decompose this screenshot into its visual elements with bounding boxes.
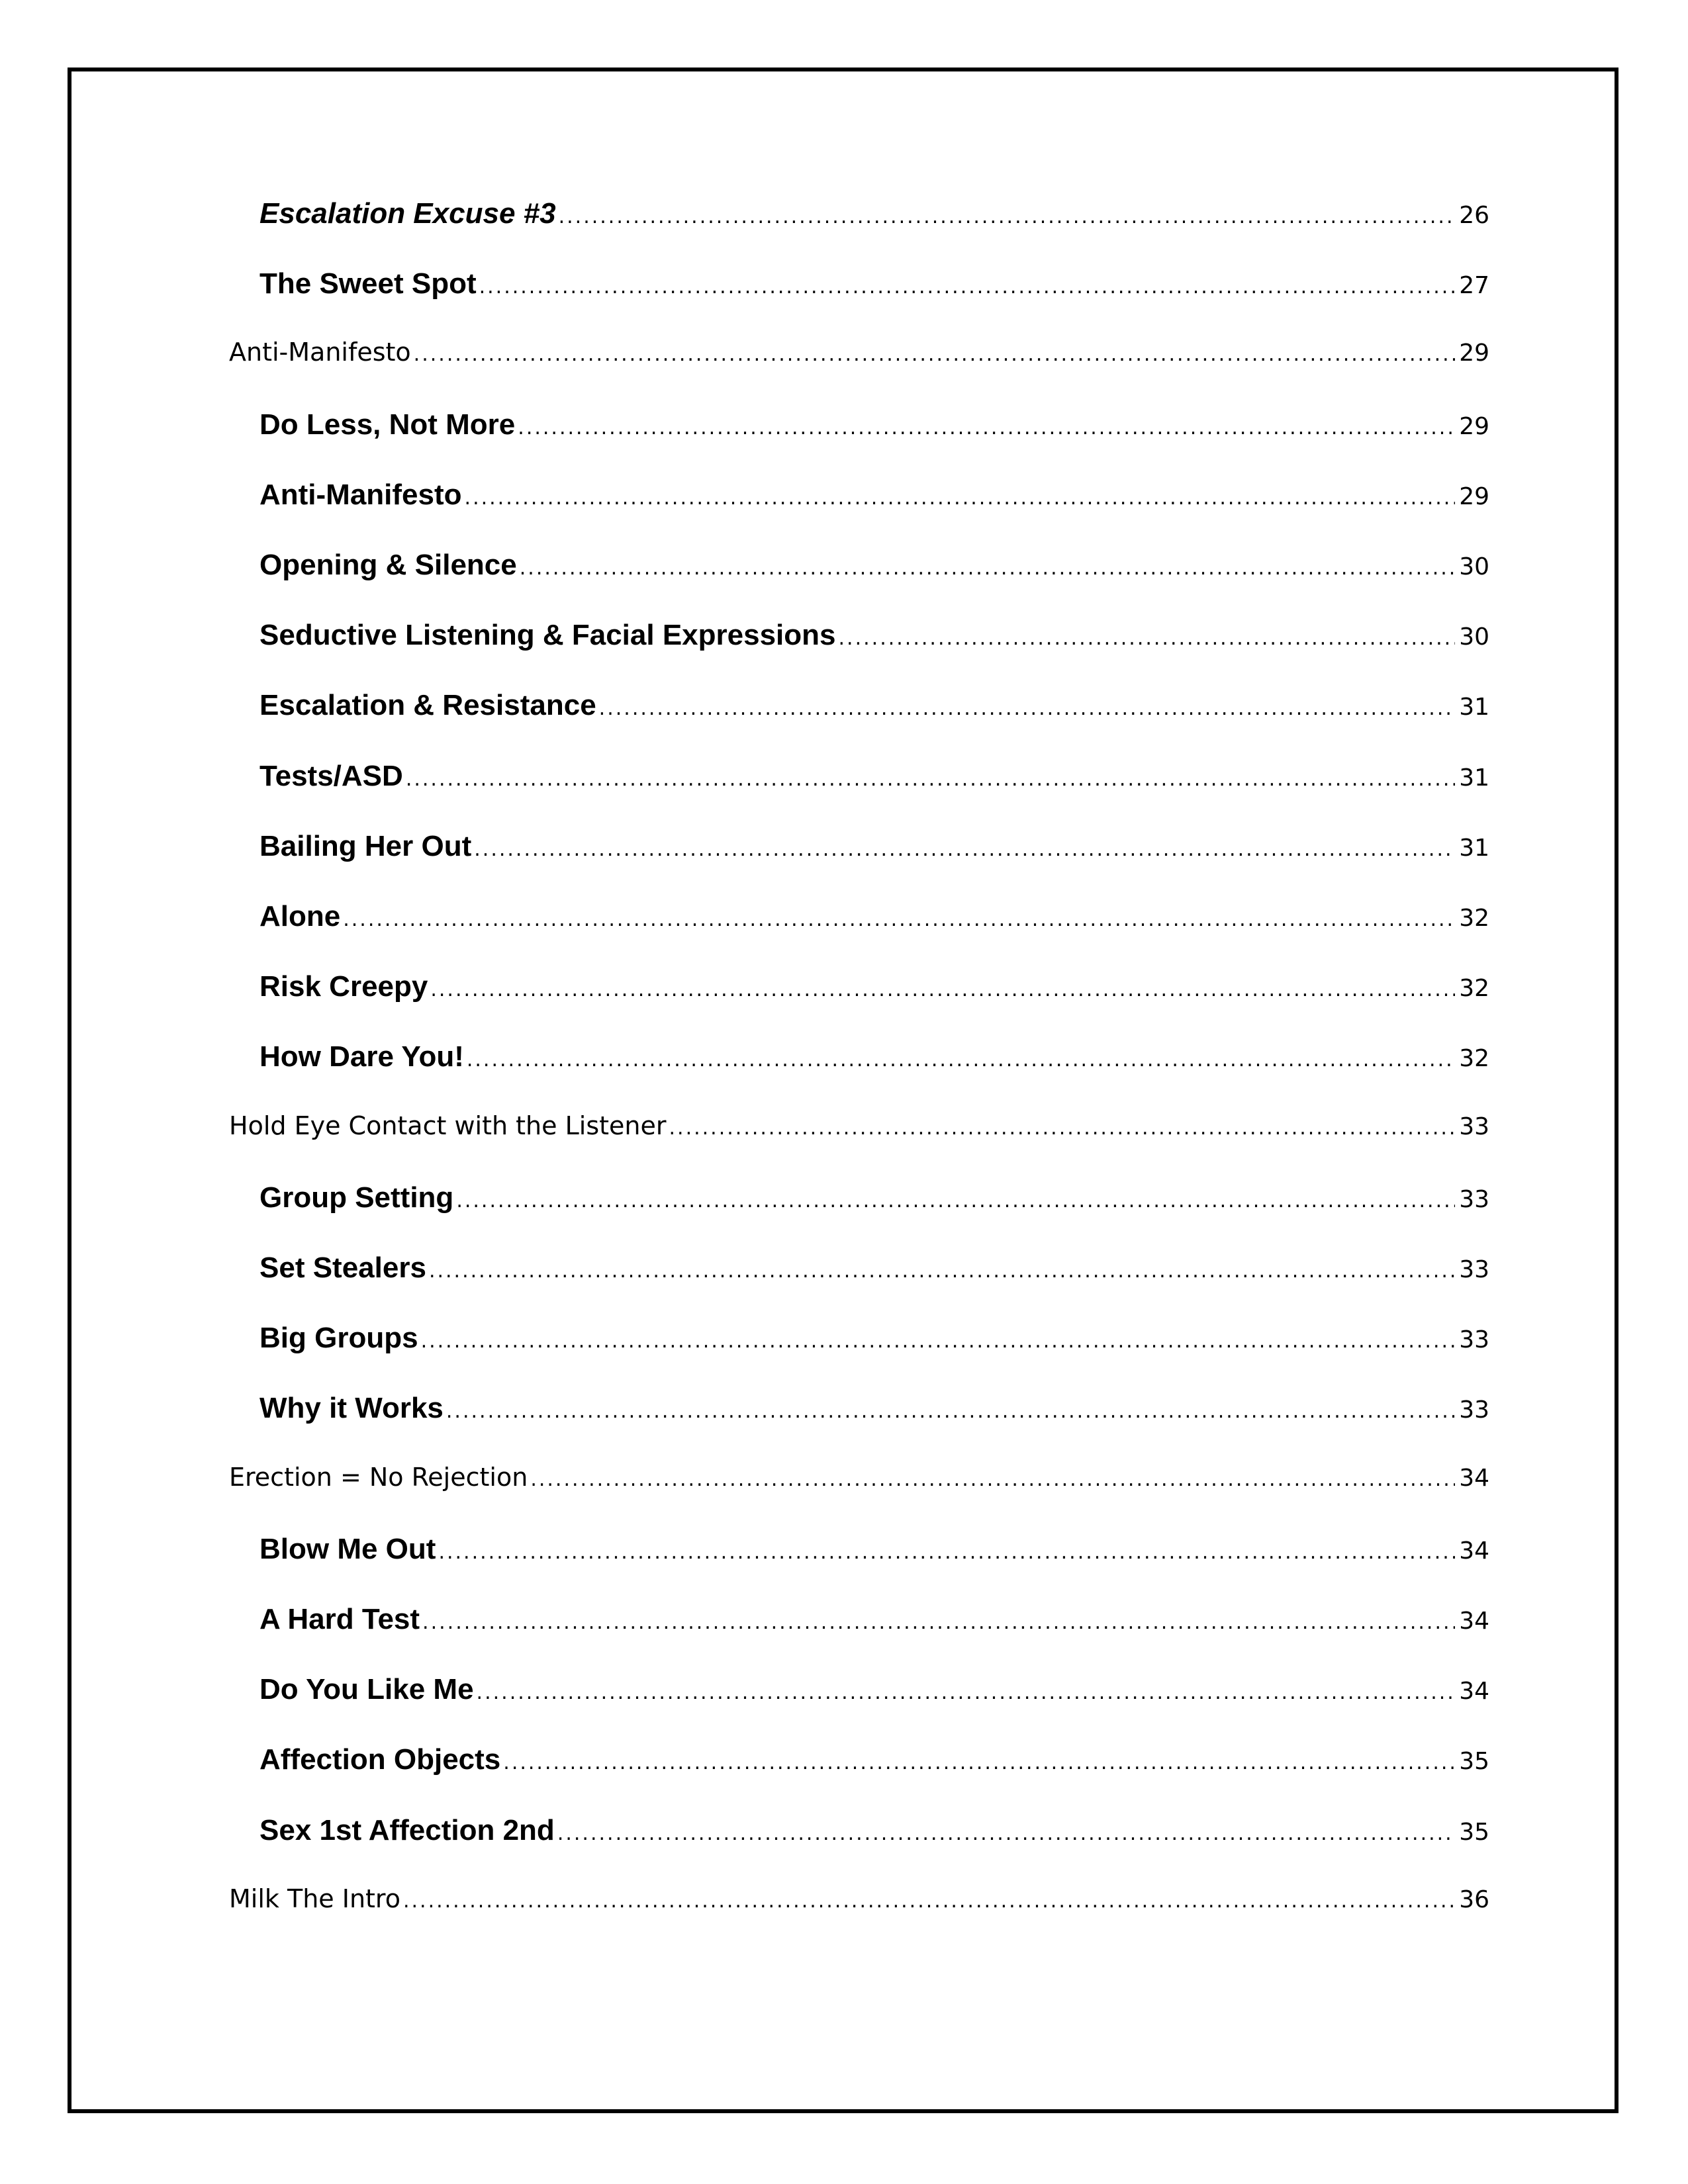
toc-entry-page-number: 32 (1459, 975, 1489, 1003)
toc-entry-page-number: 33 (1459, 1256, 1489, 1283)
toc-dot-leader (479, 275, 1455, 298)
toc-entry-page-number: 32 (1459, 1045, 1489, 1073)
toc-entry[interactable] (259, 1251, 1489, 1285)
toc-dot-leader (477, 1681, 1455, 1704)
toc-entry-title: Set Stealers (259, 1251, 426, 1284)
toc-entry-page-number: 31 (1459, 834, 1489, 862)
toc-entry-page-number: 33 (1459, 1326, 1489, 1354)
toc-dot-leader (518, 416, 1455, 439)
toc-entry[interactable] (259, 830, 1489, 863)
toc-entry-title: Opening & Silence (259, 549, 517, 581)
toc-entry-title: How Dare You! (259, 1040, 464, 1073)
toc-entry[interactable] (259, 478, 1489, 512)
toc-entry-page-number: 29 (1459, 412, 1489, 440)
toc-entry-title: Do Less, Not More (259, 408, 516, 441)
toc-dot-leader (422, 1611, 1455, 1634)
toc-entry-page-number: 29 (1459, 482, 1489, 510)
toc-entry[interactable] (259, 1814, 1489, 1847)
toc-entry-title: The Sweet Spot (259, 267, 477, 300)
toc-entry[interactable] (259, 1743, 1489, 1776)
toc-entry[interactable] (259, 1533, 1489, 1566)
toc-entry-page-number: 30 (1459, 553, 1489, 580)
toc-dot-leader (559, 205, 1455, 228)
toc-entry[interactable] (259, 1322, 1489, 1355)
toc-entry-title: Group Setting (259, 1181, 454, 1214)
toc-entry-title: Seductive Listening & Facial Expressions (259, 619, 836, 652)
toc-entry[interactable] (229, 1884, 1489, 1913)
toc-entry-title: Risk Creepy (259, 970, 428, 1003)
toc-entry-title: Big Groups (259, 1322, 418, 1355)
toc-dot-leader (406, 768, 1455, 791)
toc-entry-page-number: 35 (1459, 1748, 1489, 1776)
toc-dot-leader (403, 1889, 1455, 1913)
toc-entry[interactable] (259, 970, 1489, 1003)
toc-entry-title: Milk The Intro (229, 1884, 400, 1913)
toc-dot-leader (446, 1400, 1455, 1423)
toc-entry-page-number: 34 (1459, 1678, 1489, 1706)
toc-entry-title: Do You Like Me (259, 1673, 474, 1706)
toc-entry[interactable] (259, 197, 1489, 230)
toc-dot-leader (474, 838, 1455, 861)
toc-dot-leader (839, 627, 1455, 650)
toc-entry-page-number: 31 (1459, 694, 1489, 721)
toc-entry-page-number: 32 (1459, 905, 1489, 932)
toc-dot-leader (669, 1116, 1456, 1140)
toc-entry-title: Blow Me Out (259, 1532, 436, 1565)
toc-dot-leader (421, 1330, 1455, 1353)
toc-entry-page-number: 33 (1459, 1113, 1489, 1140)
toc-dot-leader (429, 1259, 1455, 1283)
toc-entry[interactable] (259, 1392, 1489, 1425)
toc-entry[interactable] (259, 267, 1489, 300)
toc-entry[interactable] (259, 760, 1489, 793)
toc-entry[interactable] (229, 1111, 1489, 1140)
toc-entry-title: Escalation & Resistance (259, 689, 596, 722)
toc-entry-title: Escalation Excuse #3 (259, 197, 556, 230)
toc-entry-page-number: 33 (1459, 1396, 1489, 1424)
toc-entry-page-number: 34 (1459, 1464, 1489, 1492)
toc-entry-page-number: 26 (1459, 202, 1489, 229)
toc-entry-title: Bailing Her Out (259, 829, 472, 862)
toc-entry[interactable] (259, 619, 1489, 652)
toc-dot-leader (430, 978, 1455, 1001)
toc-dot-leader (467, 1048, 1455, 1071)
toc-entry-title: Why it Works (259, 1392, 444, 1425)
toc-entry[interactable] (259, 1603, 1489, 1636)
toc-dot-leader (530, 1468, 1455, 1491)
toc-entry[interactable] (259, 1040, 1489, 1073)
toc-dot-leader (599, 697, 1455, 720)
toc-entry-title: Erection = No Rejection (229, 1462, 528, 1492)
toc-dot-leader (414, 343, 1455, 366)
toc-entry[interactable] (229, 338, 1489, 367)
toc-entry[interactable] (259, 689, 1489, 722)
toc-entry[interactable] (259, 549, 1489, 582)
toc-entry-title: Anti-Manifesto (229, 338, 411, 367)
toc-dot-leader (456, 1189, 1455, 1212)
toc-dot-leader (438, 1541, 1455, 1564)
toc-entry[interactable] (229, 1463, 1489, 1492)
toc-entry-page-number: 34 (1459, 1608, 1489, 1635)
toc-entry-title: Hold Eye Contact with the Listener (229, 1111, 667, 1140)
toc-entry[interactable] (259, 408, 1489, 441)
toc-entry-title: Alone (259, 900, 341, 933)
toc-entry-title: Affection Objects (259, 1743, 501, 1776)
toc-entry-title: Anti-Manifesto (259, 478, 462, 511)
toc-entry-page-number: 27 (1459, 272, 1489, 300)
toc-dot-leader (343, 908, 1455, 931)
toc-entry-title: Sex 1st Affection 2nd (259, 1813, 555, 1846)
toc-entry-page-number: 33 (1459, 1185, 1489, 1213)
toc-entry-page-number: 30 (1459, 623, 1489, 651)
toc-entry-page-number: 29 (1459, 340, 1489, 367)
toc-dot-leader (465, 486, 1455, 510)
toc-dot-leader (503, 1751, 1455, 1774)
toc-entry[interactable] (259, 900, 1489, 933)
toc-entry[interactable] (259, 1673, 1489, 1706)
toc-entry-title: A Hard Test (259, 1603, 420, 1635)
toc-entry-page-number: 35 (1459, 1818, 1489, 1846)
toc-entry-page-number: 36 (1459, 1886, 1489, 1913)
toc-entry-page-number: 31 (1459, 764, 1489, 792)
toc-dot-leader (520, 557, 1455, 580)
toc-entry-page-number: 34 (1459, 1537, 1489, 1565)
toc-entry-title: Tests/ASD (259, 759, 403, 792)
toc-entry[interactable] (259, 1181, 1489, 1214)
toc-dot-leader (557, 1822, 1455, 1845)
